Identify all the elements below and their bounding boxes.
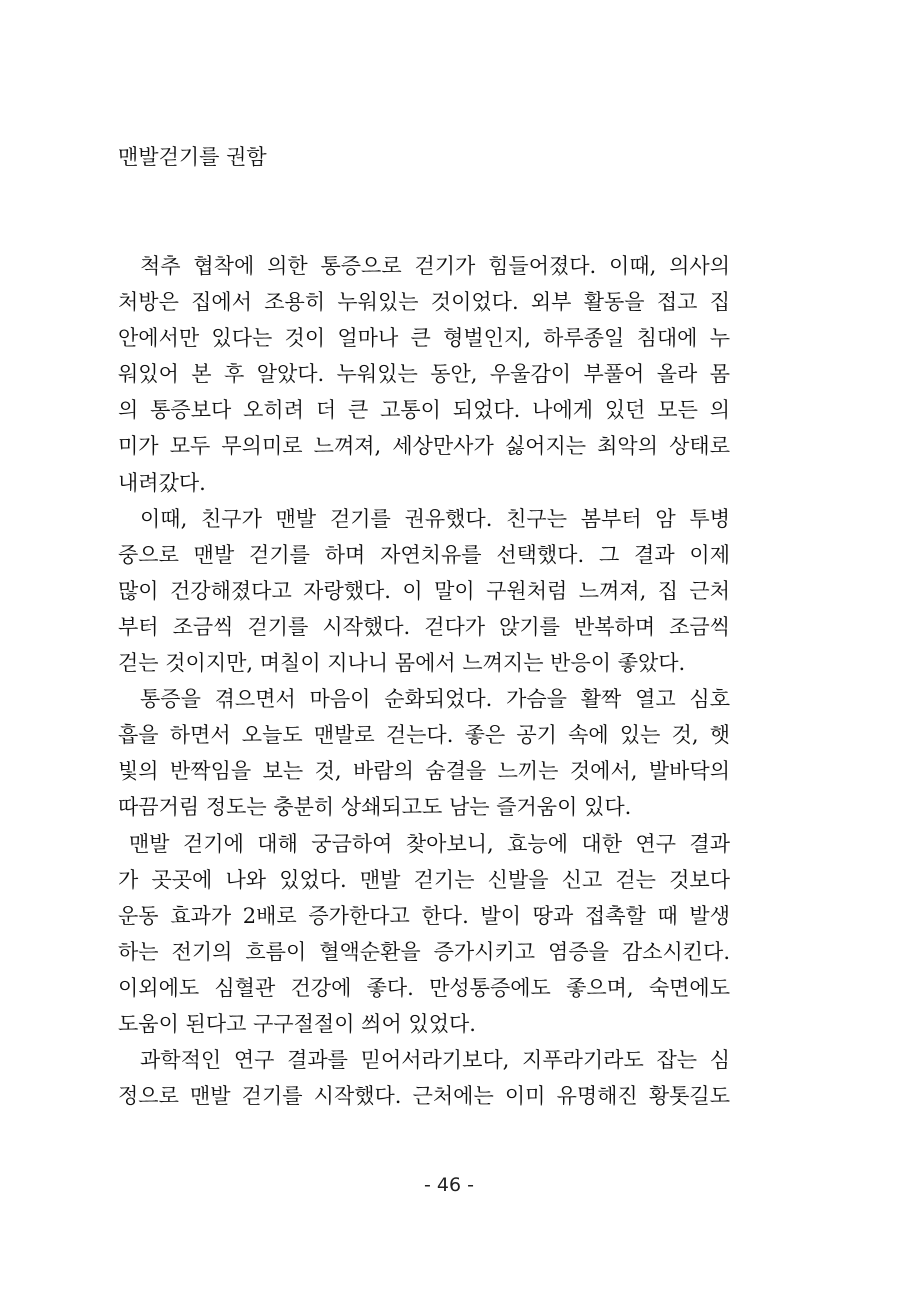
text-line: 과학적인 연구 결과를 믿어서라기보다, 지푸라기라도 잡는 심 — [140, 1048, 730, 1073]
text-line: 걷는 것이지만, 며칠이 지나니 몸에서 느껴지는 반응이 좋았다. — [118, 651, 686, 676]
text-line: 도움이 된다고 구구절절이 씌어 있었다. — [118, 1011, 476, 1036]
text-line: 처방은 집에서 조용히 누워있는 것이었다. 외부 활동을 접고 집 — [118, 290, 730, 315]
text-line: 안에서만 있다는 것이 얼마나 큰 형벌인지, 하루종일 침대에 누 — [118, 326, 730, 351]
body-text — [118, 248, 730, 1114]
text-line: 부터 조금씩 걷기를 시작했다. 걷다가 앉기를 반복하며 조금씩 — [118, 614, 730, 639]
text-line: 정으로 맨발 걷기를 시작했다. 근처에는 이미 유명해진 황톳길도 — [118, 1084, 730, 1109]
text-line: 많이 건강해졌다고 자랑했다. 이 말이 구원처럼 느껴져, 집 근처 — [118, 578, 730, 603]
text-line: 하는 전기의 흐름이 혈액순환을 증가시키고 염증을 감소시킨다. — [118, 939, 730, 964]
text-line: 흡을 하면서 오늘도 맨발로 걷는다. 좋은 공기 속에 있는 것, 햇 — [118, 723, 730, 748]
text-line: 내려갔다. — [118, 470, 206, 495]
page-number: - 46 - — [424, 1174, 474, 1196]
text-line: 따끔거림 정도는 충분히 상쇄되고도 남는 즐거움이 있다. — [118, 795, 632, 820]
text-line: 워있어 본 후 알았다. 누워있는 동안, 우울감이 부풀어 올라 몸 — [118, 362, 730, 387]
text-line: 운동 효과가 2배로 증가한다고 한다. 발이 땅과 접촉할 때 발생 — [118, 903, 730, 928]
text-line: 의 통증보다 오히려 더 큰 고통이 되었다. 나에게 있던 모든 의 — [118, 398, 730, 423]
text-line: 가 곳곳에 나와 있었다. 맨발 걷기는 신발을 신고 걷는 것보다 — [118, 867, 730, 892]
text-line: 통증을 겪으면서 마음이 순화되었다. 가슴을 활짝 열고 심호 — [140, 687, 730, 712]
text-line: 중으로 맨발 걷기를 하며 자연치유를 선택했다. 그 결과 이제 — [118, 542, 730, 567]
text-line: 맨발 걷기에 대해 궁금하여 찾아보니, 효능에 대한 연구 결과 — [129, 831, 730, 856]
page-title: 맨발걷기를 권함 — [118, 145, 267, 169]
text-line: 빛의 반짝임을 보는 것, 바람의 숨결을 느끼는 것에서, 발바닥의 — [118, 759, 730, 784]
text-line: 이외에도 심혈관 건강에 좋다. 만성통증에도 좋으며, 숙면에도 — [118, 975, 730, 1000]
text-line: 이때, 친구가 맨발 걷기를 권유했다. 친구는 봄부터 암 투병 — [140, 506, 730, 531]
text-line: 척추 협착에 의한 통증으로 걷기가 힘들어졌다. 이때, 의사의 — [140, 254, 730, 278]
text-line: 미가 모두 무의미로 느껴져, 세상만사가 싫어지는 최악의 상태로 — [118, 434, 730, 459]
